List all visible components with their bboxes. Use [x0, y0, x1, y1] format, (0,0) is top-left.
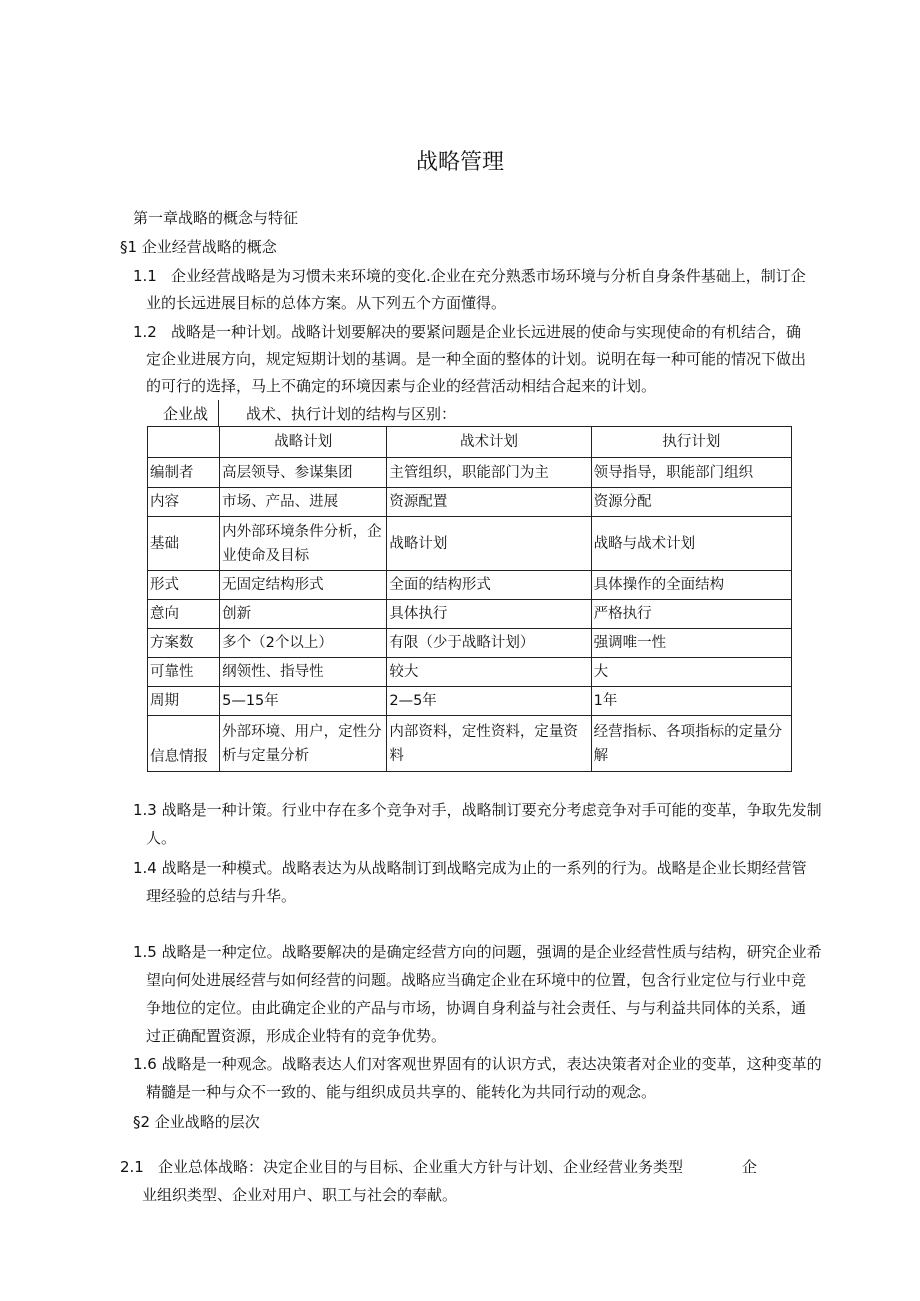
para-1-5-line2: 望向何处进展经营与如何经营的问题。战略应当确定企业在环境中的位置，包含行业定位与行业中竞 [146, 971, 807, 989]
table-row [148, 716, 792, 772]
table-cell: 强调唯一性 [591, 629, 791, 658]
table-caption-a: 企业战 [163, 405, 209, 423]
table-cell: 领导指导，职能部门组织 [591, 458, 791, 488]
page-title: 战略管理 [415, 150, 504, 175]
table-row-label: 内容 [148, 488, 220, 517]
para-1-5-line3: 争地位的定位。由此确定企业的产品与市场，协调自身利益与社会责任、与与利益共同体的关系，通 [146, 999, 807, 1017]
para-1-1-line1: 企业经营战略是为习惯未来环境的变化.企业在充分熟悉市场环境与分析自身条件基础上，制订企 [171, 267, 806, 285]
para-1-1-number: 1.1 [133, 267, 157, 285]
para-1-5-line1: 1.5 战略是一种定位。战略要解决的是确定经营方向的问题，强调的是企业经营性质与结构，研究企业希 [133, 943, 822, 961]
table-cell: 多个（2个以上） [220, 629, 387, 658]
table-row [148, 600, 792, 629]
table-row [148, 658, 792, 687]
table-cell: 严格执行 [591, 600, 791, 629]
table-cell: 5—15年 [220, 687, 387, 716]
table-row-label: 基础 [148, 517, 220, 571]
table-cell: 具体执行 [387, 600, 591, 629]
table-cell: 主管组织，职能部门为主 [387, 458, 591, 488]
table-cell: 2—5年 [387, 687, 591, 716]
table-cell: 具体操作的全面结构 [591, 571, 791, 600]
para-1-4-line2: 理经验的总结与升华。 [146, 887, 297, 905]
table-header-cell: 战略计划 [220, 427, 387, 458]
table-row [148, 488, 792, 517]
table-cell: 全面的结构形式 [387, 571, 591, 600]
table-cell: 资源配置 [387, 488, 591, 517]
para-1-4-line1: 1.4 战略是一种模式。战略表达为从战略制订到战略完成为止的一系列的行为。战略是企业长期经营管 [133, 859, 807, 877]
table-header-cell [148, 427, 220, 458]
table-cell: 创新 [220, 600, 387, 629]
table-row-label: 信息情报 [148, 716, 220, 772]
table-row [148, 571, 792, 600]
para-1-6-line1: 1.6 战略是一种观念。战略表达人们对客观世界固有的认识方式，表达决策者对企业的变革，这种变革的 [133, 1055, 822, 1073]
table-cell: 1年 [591, 687, 791, 716]
table-row-label: 方案数 [148, 629, 220, 658]
table-cell: 内部资料，定性资料，定量资料 [387, 716, 591, 772]
table-header-row [148, 427, 792, 458]
para-2-1-line2: 业组织类型、企业对用户、职工与社会的奉献。 [142, 1186, 458, 1204]
para-2-1-line1-tail: 企 [742, 1158, 758, 1176]
comparison-table [147, 426, 792, 772]
chapter-heading: 第一章战略的概念与特征 [133, 209, 299, 227]
table-cell: 经营指标、各项指标的定量分解 [591, 716, 791, 772]
table-row-label: 意向 [148, 600, 220, 629]
table-caption-b: 战术、执行计划的结构与区别： [246, 405, 457, 423]
table-row-label: 可靠性 [148, 658, 220, 687]
table-cell: 无固定结构形式 [220, 571, 387, 600]
table-row [148, 458, 792, 488]
table-cell: 纲领性、指导性 [220, 658, 387, 687]
table-cell: 资源分配 [591, 488, 791, 517]
para-1-3-line2: 人。 [146, 829, 177, 847]
para-1-5-line4: 过正确配置资源，形成企业特有的竞争优势。 [146, 1027, 447, 1045]
section-heading-2: §2 企业战略的层次 [133, 1113, 260, 1131]
table-row-label: 周期 [148, 687, 220, 716]
table-cell: 战略与战术计划 [591, 517, 791, 571]
para-1-6-line2: 精髓是一种与众不一致的、能与组织成员共享的、能转化为共同行动的观念。 [146, 1083, 657, 1101]
table-row [148, 687, 792, 716]
para-1-3-line1: 1.3 战略是一种计策。行业中存在多个竞争对手，战略制订要充分考虑竞争对手可能的变革，争取先发制 [133, 801, 822, 819]
para-1-2-number: 1.2 [133, 323, 157, 341]
table-cell: 大 [591, 658, 791, 687]
table-header-cell: 战术计划 [387, 427, 591, 458]
table-cell: 外部环境、用户，定性分析与定量分析 [220, 716, 387, 772]
table-cell: 内外部环境条件分析，企业使命及目标 [220, 517, 387, 571]
table-row [148, 517, 792, 571]
section-heading-1: §1 企业经营战略的概念 [120, 238, 277, 256]
table-header-cell: 执行计划 [591, 427, 791, 458]
table-row [148, 629, 792, 658]
table-cell: 较大 [387, 658, 591, 687]
table-cell: 有限（少于战略计划） [387, 629, 591, 658]
para-1-2-line3: 的可行的选择，马上不确定的环境因素与企业的经营活动相结合起来的计划。 [146, 377, 657, 395]
para-1-2-line2: 定企业进展方向，规定短期计划的基调。是一种全面的整体的计划。说明在每一种可能的情况下做出 [146, 350, 807, 368]
para-1-2-line1: 战略是一种计划。战略计划要解决的要紧问题是企业长远进展的使命与实现使命的有机结合，确 [171, 323, 802, 341]
table-cell: 高层领导、参谋集团 [220, 458, 387, 488]
para-2-1-number: 2.1 [120, 1158, 144, 1176]
para-2-1-line1: 企业总体战略：决定企业目的与目标、企业重大方针与计划、企业经营业务类型 [158, 1158, 684, 1176]
table-cell: 市场、产品、进展 [220, 488, 387, 517]
table-cell: 战略计划 [387, 517, 591, 571]
para-1-1-line2: 业的长远进展目标的总体方案。从下列五个方面懂得。 [146, 294, 507, 312]
table-row-label: 形式 [148, 571, 220, 600]
table-row-label: 编制者 [148, 458, 220, 488]
